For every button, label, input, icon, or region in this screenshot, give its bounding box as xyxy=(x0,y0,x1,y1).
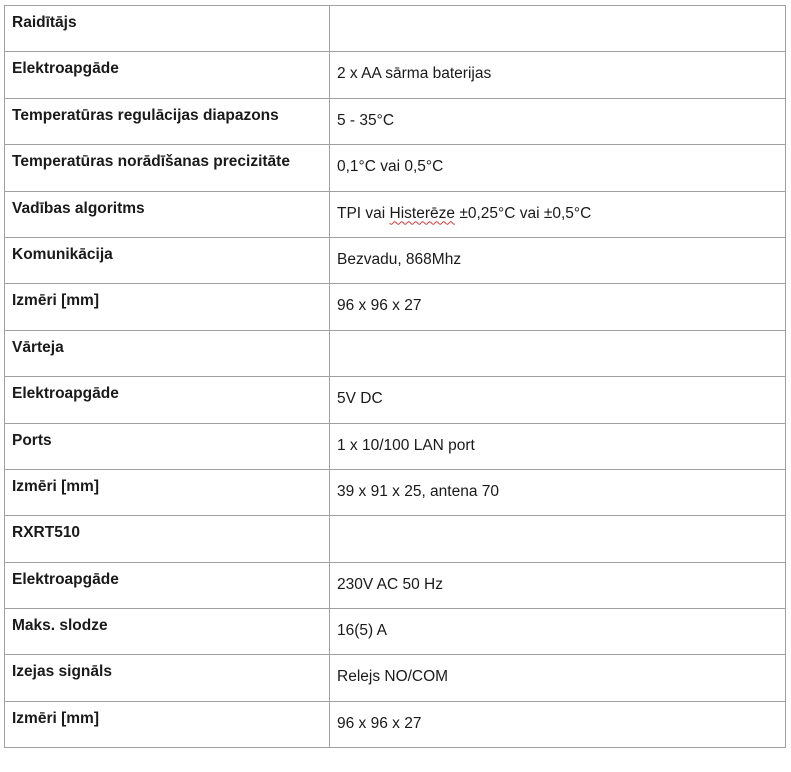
spellcheck-flagged-word: Histerēze xyxy=(389,204,456,222)
row-label: Vārteja xyxy=(5,330,330,376)
table-row-section-receiver xyxy=(5,516,786,562)
table-row xyxy=(5,98,786,144)
row-value: 2 x AA sārma baterijas xyxy=(330,52,786,98)
row-value: 230V AC 50 Hz xyxy=(330,562,786,608)
specifications-table xyxy=(4,5,786,748)
row-label: Elektroapgāde xyxy=(5,377,330,423)
table-row-section-transmitter xyxy=(5,6,786,52)
row-value: Bezvadu, 868Mhz xyxy=(330,237,786,283)
row-value xyxy=(330,516,786,562)
table-row xyxy=(5,52,786,98)
table-row xyxy=(5,609,786,655)
table-row xyxy=(5,655,786,701)
row-value: 96 x 96 x 27 xyxy=(330,701,786,747)
row-value: 96 x 96 x 27 xyxy=(330,284,786,330)
row-label: Izmēri [mm] xyxy=(5,284,330,330)
table-row xyxy=(5,423,786,469)
row-label: Ports xyxy=(5,423,330,469)
row-value: 39 x 91 x 25, antena 70 xyxy=(330,469,786,515)
row-value: 16(5) A xyxy=(330,609,786,655)
row-label: Elektroapgāde xyxy=(5,562,330,608)
row-label: Maks. slodze xyxy=(5,609,330,655)
row-value xyxy=(330,330,786,376)
value-suffix: ±0,25°C vai ±0,5°C xyxy=(455,204,592,222)
table-row xyxy=(5,562,786,608)
table-row-section-gateway xyxy=(5,330,786,376)
table-row xyxy=(5,237,786,283)
table-row xyxy=(5,701,786,747)
row-value: 5V DC xyxy=(330,377,786,423)
row-label: Komunikācija xyxy=(5,237,330,283)
row-value: 0,1°C vai 0,5°C xyxy=(330,145,786,191)
table-row xyxy=(5,191,786,237)
table-row xyxy=(5,469,786,515)
row-value: 5 - 35°C xyxy=(330,98,786,144)
table-row xyxy=(5,377,786,423)
row-label: Raidītājs xyxy=(5,6,330,52)
row-label: Izejas signāls xyxy=(5,655,330,701)
value-prefix: TPI vai xyxy=(337,204,390,222)
row-label: Izmēri [mm] xyxy=(5,701,330,747)
row-label: Temperatūras regulācijas diapazons xyxy=(5,98,330,144)
row-label: RXRT510 xyxy=(5,516,330,562)
table-row xyxy=(5,145,786,191)
row-label: Vadības algoritms xyxy=(5,191,330,237)
row-value: Relejs NO/COM xyxy=(330,655,786,701)
row-value xyxy=(330,191,786,237)
row-label: Izmēri [mm] xyxy=(5,469,330,515)
row-value xyxy=(330,6,786,52)
table-row xyxy=(5,284,786,330)
row-value: 1 x 10/100 LAN port xyxy=(330,423,786,469)
row-label: Elektroapgāde xyxy=(5,52,330,98)
row-label: Temperatūras norādīšanas precizitāte xyxy=(5,145,330,191)
